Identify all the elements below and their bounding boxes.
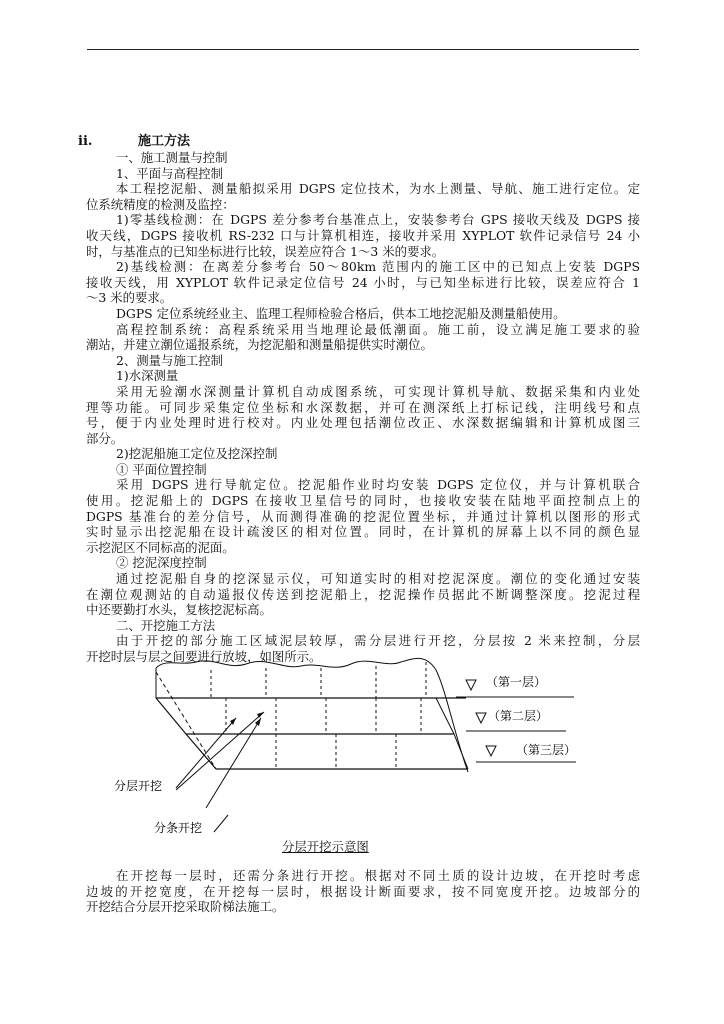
text-line: 2)基线检测：在离差分参考台 50～80km 范围内的施工区中的已知点上安装 DGPS xyxy=(116,259,640,275)
body-text xyxy=(86,150,640,665)
text-line: 部分。 xyxy=(86,430,124,446)
strip-dig-label: 分条开挖 xyxy=(154,821,203,835)
arrow-layer-dig-1 xyxy=(176,718,236,788)
tide-marker-1 xyxy=(466,680,476,690)
text-line: 高程控制系统：高程系统采用当地理论最低潮面。施工前，设立满足施工要求的验 xyxy=(116,321,640,337)
text-line: 1、平面与高程控制 xyxy=(116,165,224,181)
text-line: 开挖结合分层开挖采取阶梯法施工。 xyxy=(86,899,285,915)
text-line: 中还要勤打水头，复核挖泥标高。 xyxy=(86,602,272,618)
layer1-label: （第一层） xyxy=(486,675,547,689)
text-line: 示挖泥区不同标高的泥面。 xyxy=(86,539,235,555)
slope-step-2 xyxy=(186,734,216,769)
layer-dig-label: 分层开挖 xyxy=(114,779,163,793)
text-line: 2)挖泥船施工定位及挖深控制 xyxy=(116,446,278,462)
text-line: 采用无验潮水深测量计算机自动成图系统，可实现计算机导航、数据采集和内业处 xyxy=(116,383,640,399)
layered-excavation-figure xyxy=(96,640,586,855)
text-line: 使用。挖泥船上的 DGPS 在接收卫星信号的同时，也接收安装在陆地平面控制点上的 xyxy=(86,493,640,509)
text-line: 接收天线，用 XYPLOT 软件记录定位信号 24 小时，与已知坐标进行比较，误差应符合 1 xyxy=(86,274,640,290)
text-line: 一、施工测量与控制 xyxy=(116,150,228,165)
text-line: 1)零基线检测：在 DGPS 差分参考台基准点上，安装参考台 GPS 接收天线及 DGPS 接 xyxy=(116,212,640,228)
text-line: 边坡的开挖宽度，在开挖每一层时，根据设计断面要求，按不同宽度开挖。边坡部分的 xyxy=(86,883,640,899)
text-line: DGPS 基准台的差分信号，从而测得准确的挖泥位置坐标，并通过计算机以图形的形式 xyxy=(86,508,640,524)
dashed-slope-line xyxy=(156,672,216,769)
document-body xyxy=(78,133,640,665)
text-line: 开挖时层与层之间要进行放坡，如图所示。 xyxy=(86,649,322,664)
text-line: 采用 DGPS 进行导航定位。挖泥船作业时均安装 DGPS 定位仪，并与计算机联合 xyxy=(116,477,640,493)
text-line: 在开挖每一层时，还需分条进行开挖。根据对不同土质的设计边坡，在开挖时考虑 xyxy=(116,868,640,883)
text-line: DGPS 定位系统经业主、监理工程师检验合格后，供本工地挖泥船及测量船使用。 xyxy=(116,305,566,321)
slope-step-1 xyxy=(156,698,186,734)
text-line: 由于开挖的部分施工区域泥层较厚，需分层进行开挖，分层按 2 米来控制，分层 xyxy=(116,633,640,649)
text-line: ② 挖泥深度控制 xyxy=(116,555,207,571)
text-line: 实时显示出挖泥船在设计疏浚区的相对位置。同时，在计算机的屏幕上以不同的颜色显 xyxy=(86,524,640,540)
arrow-layer-dig-2 xyxy=(176,712,264,790)
text-line: 时，与基准点的已知坐标进行比较，误差应符合 1～3 米的要求。 xyxy=(86,243,445,259)
text-line: 收天线，DGPS 接收机 RS-232 口与计算机相连，接收并采用 XYPLOT 软件记录信号 24 小 xyxy=(86,227,640,243)
text-line: 理等功能。可同步采集定位坐标和水深数据，并可在测深纸上打标记线，注明线号和点 xyxy=(86,399,640,415)
text-line: 潮站，并建立潮位遥报系统，为挖泥船和测量船提供实时潮位。 xyxy=(86,337,433,353)
text-line: 在潮位观测站的自动遥报仪传送到挖泥船上，挖泥操作员据此不断调整深度。挖泥过程 xyxy=(86,586,640,602)
text-line: 2、测量与施工控制 xyxy=(116,352,224,368)
section-heading xyxy=(78,133,640,150)
text-line: 本工程挖泥船、测量船拟采用 DGPS 定位技术，为水上测量、导航、施工进行定位。定 xyxy=(116,181,640,197)
text-line: 号，便于内业处理时进行校对。内业处理包括潮位改正、水深数据编辑和计算机成图三 xyxy=(86,415,640,431)
header-rule xyxy=(87,49,639,50)
closing-paragraph xyxy=(86,868,640,915)
seabed-profile xyxy=(156,658,468,772)
text-line: 二、开挖施工方法 xyxy=(116,617,216,633)
tide-marker-2 xyxy=(476,713,486,723)
figure-caption: 分层开挖示意图 xyxy=(282,839,369,854)
arrow-strip-dig xyxy=(206,718,261,808)
text-line: ～3 米的要求。 xyxy=(86,290,173,306)
arrow-label-line xyxy=(214,815,228,832)
section-number: ii. xyxy=(78,134,93,149)
layer3-label: （第三层） xyxy=(516,743,577,757)
section-title: 施工方法 xyxy=(138,134,191,149)
tide-marker-3 xyxy=(486,746,496,756)
text-line: ① 平面位置控制 xyxy=(116,461,207,477)
text-line: 1)水深测量 xyxy=(116,368,179,384)
layer2-label: （第二层） xyxy=(488,709,549,723)
text-line: 通过挖泥船自身的挖深显示仪，可知道实时的相对挖泥深度。潮位的变化通过安装 xyxy=(116,571,640,587)
excavation-diagram xyxy=(96,640,586,840)
text-line: 位系统精度的检测及监控： xyxy=(86,196,235,212)
